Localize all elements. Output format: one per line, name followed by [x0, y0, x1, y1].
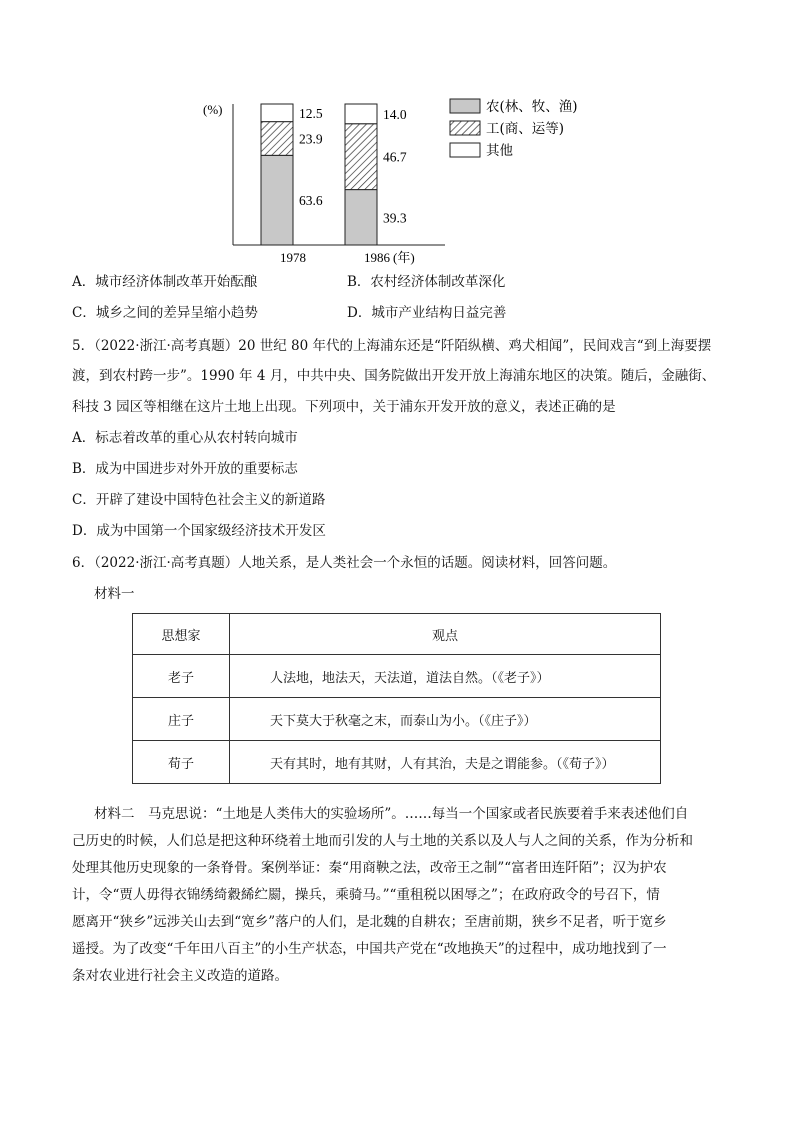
material2-paragraph	[72, 801, 712, 990]
table-cell-thinker: 老子	[133, 655, 230, 698]
bar-1986-other	[345, 104, 377, 124]
q5-option-b: B．成为中国进步对外开放的重要标志	[72, 461, 298, 477]
bar-1978-agriculture	[261, 155, 293, 245]
bar-1986-industry	[345, 124, 377, 190]
material1-label: 材料一	[94, 586, 135, 602]
table-row	[133, 698, 661, 741]
q5-stem-line-2: 渡，到农村跨一步”。1990 年 4 月，中共中央、国务院做出开发开放上海浦东地区的决策。随后，金融街、	[72, 368, 716, 384]
data-label-1978-agriculture: 63.6	[299, 193, 323, 209]
data-label-1986-other: 14.0	[383, 106, 407, 122]
table-cell-thinker: 庄子	[133, 698, 230, 741]
q6-stem: 6．（2022·浙江·高考真题）人地关系，是人类社会一个永恒的话题。阅读材料，回答问题。	[72, 555, 617, 571]
bars-group	[261, 104, 407, 245]
material2-line: 条对农业进行社会主义改造的道路。	[72, 968, 288, 984]
material2-line: 愿离开“狭乡”远涉关山去到“宽乡”落户的人们，是北魏的自耕农；至唐前期，狭乡不足者，听于宽乡	[72, 914, 667, 930]
q4-option-d: D．城市产业结构日益完善	[347, 305, 507, 321]
table-header-thinker: 思想家	[133, 614, 230, 655]
table-row	[133, 741, 661, 784]
legend-label-agriculture: 农(林、牧、渔)	[486, 99, 578, 115]
legend-swatch-industry	[450, 121, 480, 135]
q5-option-d: D．成为中国第一个国家级经济技术开发区	[72, 523, 326, 539]
q4-option-c: C．城乡之间的差异呈缩小趋势	[72, 305, 258, 321]
q5-stem-line-3: 科技 3 园区等相继在这片土地上出现。下列项中，关于浦东开发开放的意义，表述正确的是	[72, 399, 616, 415]
legend-label-industry: 工(商、运等)	[486, 121, 565, 137]
stacked-bar-chart	[195, 90, 615, 270]
data-label-1978-industry: 23.9	[299, 131, 323, 147]
table-row	[133, 655, 661, 698]
material2-line: 计，令“贾人毋得衣锦绣绮縠絺纻罽，操兵，乘骑马。”“重租税以困辱之”；在政府政令的号召下，情	[72, 887, 660, 903]
table-cell-view: 天有其时，地有其财，人有其治，夫是之谓能参。（《荀子》）	[230, 741, 661, 784]
q4-option-a: A．城市经济体制改革开始酝酿	[72, 274, 258, 290]
legend-swatch-agriculture	[450, 99, 480, 113]
x-tick-1978: 1978	[280, 250, 306, 265]
bar-1978-other	[261, 104, 293, 122]
y-axis-label: (%)	[203, 102, 223, 117]
material2-line: 遥授。为了改变“千年田八百主”的小生产状态，中国共产党在“改地换天”的过程中，成功地找到了一	[72, 941, 667, 957]
q5-option-c: C．开辟了建设中国特色社会主义的新道路	[72, 492, 326, 508]
material2-line: 材料二 马克思说：“土地是人类伟大的实验场所”。……每当一个国家或者民族要着手来表述他们自	[94, 806, 689, 822]
data-label-1986-agriculture: 39.3	[383, 210, 407, 226]
legend-swatch-other	[450, 143, 480, 157]
material2-line: 处理其他历史现象的一条脊骨。案例举证：秦“用商鞅之法，改帝王之制”“富者田连阡陌”；汉为护农	[72, 860, 667, 876]
table-cell-view: 人法地，地法天，天法道，道法自然。（《老子》）	[230, 655, 661, 698]
material2-line: 己历史的时候，人们总是把这种环绕着土地而引发的人与土地的关系以及人与人之间的关系，作为分析和	[72, 833, 693, 849]
thinkers-table	[132, 613, 661, 784]
q5-stem-line-1: 5．（2022·浙江·高考真题）20 世纪 80 年代的上海浦东还是“阡陌纵横、鸡犬相闻”，民间戏言“到上海要摆	[72, 338, 712, 354]
q5-option-a: A．标志着改革的重心从农村转向城市	[72, 430, 298, 446]
x-tick-1986: 1986	[364, 250, 390, 265]
x-axis-label: (年)	[393, 250, 415, 265]
table-header-row	[133, 614, 661, 655]
data-label-1986-industry: 46.7	[383, 149, 407, 165]
q4-option-b: B．农村经济体制改革深化	[347, 274, 506, 290]
table-header-view: 观点	[230, 614, 661, 655]
bar-1986-agriculture	[345, 190, 377, 245]
table-cell-thinker: 荀子	[133, 741, 230, 784]
table-cell-view: 天下莫大于秋毫之末，而泰山为小。（《庄子》）	[230, 698, 661, 741]
data-label-1978-other: 12.5	[299, 105, 323, 121]
legend-label-other: 其他	[486, 143, 513, 159]
bar-1978-industry	[261, 122, 293, 156]
